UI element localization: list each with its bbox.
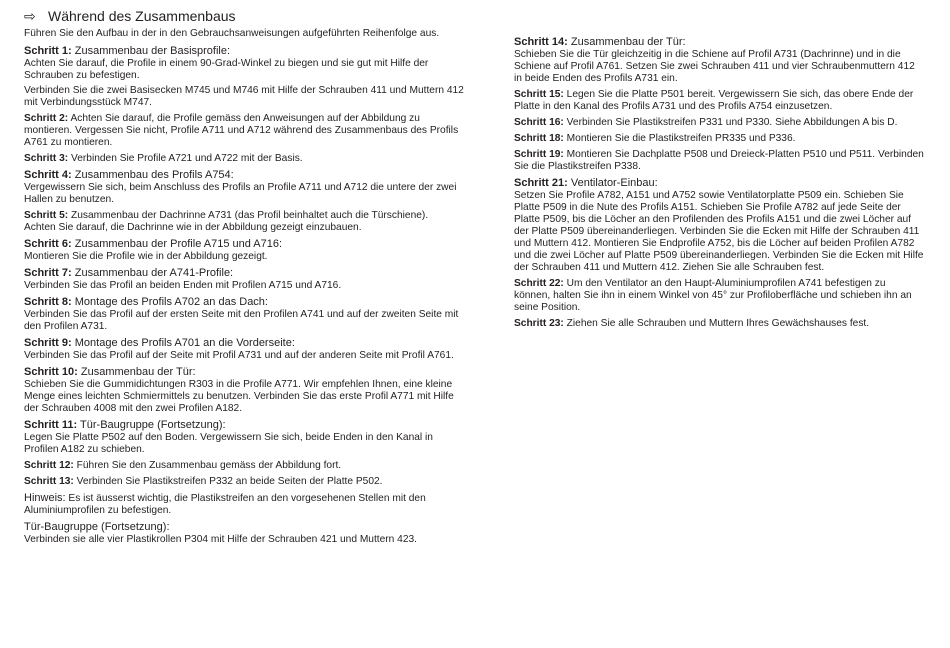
step-title: Zusammenbau der Tür: bbox=[570, 36, 686, 48]
step-inline-text: Verbinden Sie Profile A721 und A722 mit der Basis. bbox=[71, 153, 303, 164]
step-5 bbox=[24, 210, 464, 234]
step-13 bbox=[24, 476, 464, 488]
step-inline-text: Legen Sie die Platte P501 bereit. Vergewissern Sie sich, das obere Ende der Platte in den Kanal des Profils A731 und des Profils A754 einzusetzen. bbox=[514, 89, 914, 112]
step-label: Schritt 22: bbox=[514, 278, 564, 289]
step-label: Schritt 23: bbox=[514, 318, 564, 329]
step-header bbox=[514, 177, 924, 190]
step-header bbox=[514, 117, 924, 129]
step-header bbox=[24, 476, 464, 488]
step-header bbox=[24, 210, 464, 222]
step-header bbox=[514, 133, 924, 145]
step-header bbox=[24, 153, 464, 165]
step-23 bbox=[514, 318, 924, 330]
step-header bbox=[514, 149, 924, 173]
step-label: Schritt 6: bbox=[24, 238, 72, 250]
step-label: Schritt 21: bbox=[514, 177, 568, 189]
door-group-title: Tür-Baugruppe (Fortsetzung): bbox=[24, 521, 170, 533]
step-paragraph: Verbinden Sie das Profil auf der Seite mit Profil A731 und auf der anderen Seite mit Profil A761. bbox=[24, 350, 454, 361]
step-4 bbox=[24, 169, 464, 206]
step-header bbox=[514, 318, 924, 330]
door-group bbox=[24, 521, 464, 546]
step-inline-text: Führen Sie den Zusammenbau gemäss der Abbildung fort. bbox=[76, 460, 342, 471]
step-header bbox=[514, 89, 924, 113]
step-16 bbox=[514, 117, 924, 129]
left-column bbox=[24, 6, 464, 550]
step-header bbox=[24, 238, 464, 251]
step-9 bbox=[24, 337, 464, 362]
step-title: Zusammenbau der Profile A715 und A716: bbox=[74, 238, 283, 250]
step-label: Schritt 15: bbox=[514, 89, 564, 100]
step-label: Schritt 8: bbox=[24, 296, 72, 308]
step-label: Schritt 14: bbox=[514, 36, 568, 48]
step-10 bbox=[24, 366, 464, 415]
step-header bbox=[24, 460, 464, 472]
step-label: Schritt 10: bbox=[24, 366, 78, 378]
step-title: Zusammenbau der Basisprofile: bbox=[74, 45, 231, 57]
step-header bbox=[514, 278, 924, 314]
step-paragraph: Vergewissern Sie sich, beim Anschluss des Profils an Profile A711 und A712 die untere der zwei Hallen zu benutzen. bbox=[24, 182, 457, 205]
step-12 bbox=[24, 460, 464, 472]
step-header bbox=[24, 45, 464, 58]
step-inline-text: Zusammenbau der Dachrinne A731 (das Profil beinhaltet auch die Türschiene). bbox=[71, 210, 429, 221]
step-paragraph: Verbinden Sie das Profil an beiden Enden mit Profilen A715 und A716. bbox=[24, 280, 342, 291]
step-2 bbox=[24, 113, 464, 149]
step-14 bbox=[514, 36, 924, 85]
arrow-right-icon: ⇨ bbox=[24, 7, 36, 24]
step-header bbox=[24, 169, 464, 182]
step-title: Montage des Profils A702 an das Dach: bbox=[74, 296, 268, 308]
step-title: Ventilator-Einbau: bbox=[570, 177, 658, 189]
step-label: Schritt 1: bbox=[24, 45, 72, 57]
step-label: Schritt 9: bbox=[24, 337, 72, 349]
step-3 bbox=[24, 153, 464, 165]
step-label: Schritt 2: bbox=[24, 113, 69, 124]
step-inline-text: Verbinden Sie Plastikstreifen P331 und P330. Siehe Abbildungen A bis D. bbox=[566, 117, 898, 128]
step-header bbox=[24, 296, 464, 309]
step-header bbox=[24, 366, 464, 379]
right-column bbox=[514, 36, 924, 334]
step-paragraph: Achten Sie darauf, die Profile in einem 90-Grad-Winkel zu biegen und sie gut mit Hilfe der Schrauben zu befestigen. bbox=[24, 58, 429, 81]
hint bbox=[24, 492, 464, 517]
step-1 bbox=[24, 45, 464, 109]
step-header bbox=[24, 267, 464, 280]
step-paragraph: Legen Sie Platte P502 auf den Boden. Vergewissern Sie sich, beide Enden in den Kanal in Profilen A182 zu schieben. bbox=[24, 432, 433, 455]
step-inline-text: Um den Ventilator an den Haupt-Aluminiumprofilen A741 befestigen zu können, halten Sie ihn in einem Winkel von 45° zur Profiloberfläche und schieben ihn an seine Position. bbox=[514, 278, 912, 313]
step-18 bbox=[514, 133, 924, 145]
step-label: Schritt 11: bbox=[24, 419, 78, 431]
step-title: Tür-Baugruppe (Fortsetzung): bbox=[80, 419, 226, 431]
step-inline-text: Verbinden Sie Plastikstreifen P332 an beide Seiten der Platte P502. bbox=[76, 476, 383, 487]
step-paragraph: Schieben Sie die Tür gleichzeitig in die Schiene auf Profil A731 (Dachrinne) und in die Schiene auf Profil A761. Setzen Sie zwei Schrauben 411 und vier Schraubenmuttern 412 in beide Enden des Profils A731 ein. bbox=[514, 49, 915, 84]
intro-text: Führen Sie den Aufbau in der in den Gebrauchsanweisungen aufgeführten Reihenfolge aus. bbox=[24, 28, 440, 39]
step-paragraph: Verbinden Sie das Profil auf der ersten Seite mit den Profilen A741 und auf der zweiten Seite mit den Profilen A731. bbox=[24, 309, 459, 332]
right-steps bbox=[514, 36, 924, 330]
section-heading bbox=[24, 6, 464, 26]
step-paragraph: Achten Sie darauf, die Dachrinne wie in der Abbildung gezeigt einzubauen. bbox=[24, 222, 362, 233]
step-title: Zusammenbau des Profils A754: bbox=[74, 169, 234, 181]
left-steps bbox=[24, 45, 464, 488]
step-22 bbox=[514, 278, 924, 314]
step-inline-text: Montieren Sie die Plastikstreifen PR335 und P336. bbox=[566, 133, 796, 144]
step-label: Schritt 7: bbox=[24, 267, 72, 279]
step-header bbox=[24, 337, 464, 350]
step-label: Schritt 4: bbox=[24, 169, 72, 181]
step-11 bbox=[24, 419, 464, 456]
step-label: Schritt 12: bbox=[24, 460, 74, 471]
step-15 bbox=[514, 89, 924, 113]
door-group-text: Verbinden sie alle vier Plastikrollen P304 mit Hilfe der Schrauben 421 und Muttern 423. bbox=[24, 534, 418, 545]
step-6 bbox=[24, 238, 464, 263]
hint-label: Hinweis: bbox=[24, 492, 66, 504]
step-paragraph: Verbinden Sie die zwei Basisecken M745 und M746 mit Hilfe der Schrauben 411 und Muttern 412 mit Verbindungsstück M747. bbox=[24, 85, 464, 108]
step-inline-text: Montieren Sie Dachplatte P508 und Dreieck-Platten P510 und P511. Verbinden Sie die Plastikstreifen P338. bbox=[514, 149, 924, 172]
step-header bbox=[24, 113, 464, 149]
step-inline-text: Achten Sie darauf, die Profile gemäss den Anweisungen auf der Abbildung zu montieren. Vergessen Sie nicht, Profile A711 und A712 während des Zusammenbaus des Profils A761 zu montieren. bbox=[24, 113, 459, 148]
step-title: Zusammenbau der A741-Profile: bbox=[74, 267, 234, 279]
step-paragraph: Setzen Sie Profile A782, A151 und A752 sowie Ventilatorplatte P509 ein. Schieben Sie Platte P509 in die Nute des Profils A151. Schieben Sie Profile A782 auf jede Seite der Platte P509, bis die Löcher an den Profilenden des Profils A151 und die zwei Löcher auf der Platte P509 übereinanderliegen. Verbinden Sie die Ecken mit Hilfe der Schrauben 411 und Muttern 412. Montieren Sie Endprofile A752, bis die Löcher auf beiden Profilen A782 und die zwei Löcher auf Platte P509 übereinanderliegen. Verbinden Sie die Ecken mit Hilfe der Schrauben 411 und Muttern 412. Ziehen Sie alle Schrauben fest. bbox=[514, 190, 924, 273]
step-label: Schritt 5: bbox=[24, 210, 69, 221]
step-label: Schritt 16: bbox=[514, 117, 564, 128]
step-label: Schritt 18: bbox=[514, 133, 564, 144]
step-paragraph: Schieben Sie die Gummidichtungen R303 in die Profile A771. Wir empfehlen Ihnen, eine kleine Menge eines leichten Schmiermittels zu benutzen. Verbinden Sie das erste Profil A771 mit Hilfe der Schrauben 4008 mit den zwei Profilen A182. bbox=[24, 379, 454, 414]
step-paragraph: Montieren Sie die Profile wie in der Abbildung gezeigt. bbox=[24, 251, 268, 262]
step-7 bbox=[24, 267, 464, 292]
step-title: Montage des Profils A701 an die Vorderseite: bbox=[74, 337, 295, 349]
step-19 bbox=[514, 149, 924, 173]
step-inline-text: Ziehen Sie alle Schrauben und Muttern Ihres Gewächshauses fest. bbox=[566, 318, 870, 329]
hint-text: Es ist äusserst wichtig, die Plastikstreifen an den vorgesehenen Stellen mit den Aluminiumprofilen zu befestigen. bbox=[24, 493, 426, 516]
step-header bbox=[514, 36, 924, 49]
step-21 bbox=[514, 177, 924, 274]
step-title: Zusammenbau der Tür: bbox=[80, 366, 196, 378]
step-label: Schritt 13: bbox=[24, 476, 74, 487]
step-header bbox=[24, 419, 464, 432]
step-label: Schritt 19: bbox=[514, 149, 564, 160]
step-label: Schritt 3: bbox=[24, 153, 69, 164]
step-8 bbox=[24, 296, 464, 333]
section-heading-text: Während des Zusammenbaus bbox=[48, 8, 236, 24]
